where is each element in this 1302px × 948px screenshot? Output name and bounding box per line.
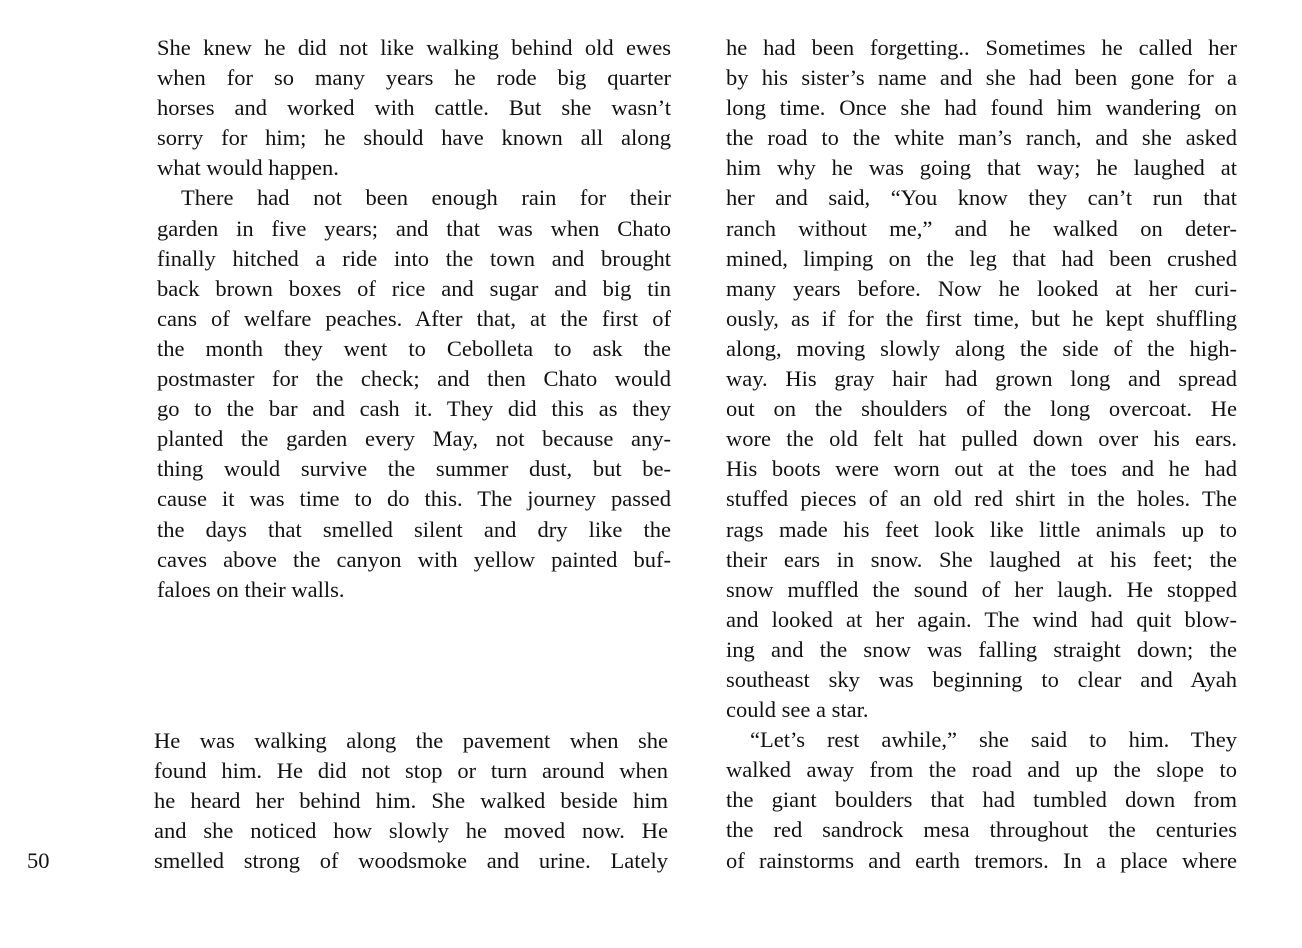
text-line: ranch without me,” and he walked on deter- (726, 215, 1237, 241)
text-line: “Let’s rest awhile,” she said to him. They (750, 727, 1237, 753)
text-line: he had been forgetting.. Sometimes he called her (726, 35, 1237, 60)
text-line: horses and worked with cattle. But she wasn’t (157, 95, 671, 121)
text-line: ously, as if for the first time, but he kept shuffling (726, 305, 1237, 331)
text-line: could see a star. (726, 697, 869, 723)
text-line: He was walking along the pavement when she (154, 728, 668, 753)
text-line: His boots were worn out at the toes and he had (726, 456, 1237, 482)
text-line: long time. Once she had found him wandering on (726, 95, 1237, 121)
text-line: when for so many years he rode big quarter (157, 65, 671, 91)
text-line: their ears in snow. She laughed at his feet; the (726, 546, 1237, 572)
text-line: and looked at her again. The wind had quit blow- (726, 606, 1237, 632)
text-line: he heard her behind him. She walked beside him (154, 788, 668, 814)
text-line: planted the garden every May, not because any- (157, 426, 671, 452)
text-line: garden in five years; and that was when Chato (157, 215, 671, 241)
text-line: thing would survive the summer dust, but be- (157, 456, 671, 482)
text-line: out on the shoulders of the long overcoat. He (726, 396, 1237, 422)
text-line: back brown boxes of rice and sugar and big tin (157, 275, 671, 301)
text-line: sorry for him; he should have known all along (157, 125, 671, 151)
text-line: and she noticed how slowly he moved now. He (154, 818, 668, 844)
text-line: smelled strong of woodsmoke and urine. Lately (154, 848, 668, 874)
page-number: 50 (27, 848, 50, 873)
text-line: the month they went to Cebolleta to ask the (157, 335, 671, 361)
text-line: snow muffled the sound of her laugh. He stopped (726, 576, 1237, 602)
text-line: the days that smelled silent and dry like the (157, 516, 671, 542)
text-line: of rainstorms and earth tremors. In a place where (726, 847, 1237, 873)
text-line: finally hitched a ride into the town and brought (157, 245, 671, 271)
text-line: found him. He did not stop or turn around when (154, 758, 668, 784)
text-line: by his sister’s name and she had been gone for a (726, 65, 1237, 91)
left-column-bottom-text (154, 726, 668, 876)
text-line: along, moving slowly along the side of the high- (726, 335, 1237, 361)
text-line: her and said, “You know they can’t run that (726, 185, 1237, 211)
text-line: caves above the canyon with yellow painted buf- (157, 546, 671, 572)
text-line: the red sandrock mesa throughout the centuries (726, 817, 1237, 843)
text-line: walked away from the road and up the slope to (726, 757, 1237, 783)
text-line: go to the bar and cash it. They did this as they (157, 396, 671, 422)
text-line: mined, limping on the leg that had been crushed (726, 245, 1237, 271)
text-line: stuffed pieces of an old red shirt in the holes. The (726, 486, 1237, 512)
text-line: She knew he did not like walking behind old ewes (157, 35, 671, 60)
text-line: the road to the white man’s ranch, and she asked (726, 125, 1237, 151)
text-line: There had not been enough rain for their (181, 185, 671, 211)
text-line: postmaster for the check; and then Chato would (157, 366, 671, 392)
text-line: cans of welfare peaches. After that, at the first of (157, 305, 671, 331)
text-line: ing and the snow was falling straight down; the (726, 636, 1237, 662)
text-line: what would happen. (157, 155, 339, 181)
text-line: rags made his feet look like little animals up to (726, 516, 1237, 542)
text-line: southeast sky was beginning to clear and Ayah (726, 666, 1237, 692)
right-column-text (726, 33, 1237, 876)
text-line: the giant boulders that had tumbled down from (726, 787, 1237, 813)
text-line: faloes on their walls. (157, 576, 345, 602)
left-column-top-text (157, 33, 671, 605)
text-line: cause it was time to do this. The journey passed (157, 486, 671, 512)
text-line: wore the old felt hat pulled down over his ears. (726, 426, 1237, 452)
text-line: way. His gray hair had grown long and spread (726, 366, 1237, 392)
text-line: him why he was going that way; he laughed at (726, 155, 1237, 181)
text-line: many years before. Now he looked at her curi- (726, 275, 1237, 301)
